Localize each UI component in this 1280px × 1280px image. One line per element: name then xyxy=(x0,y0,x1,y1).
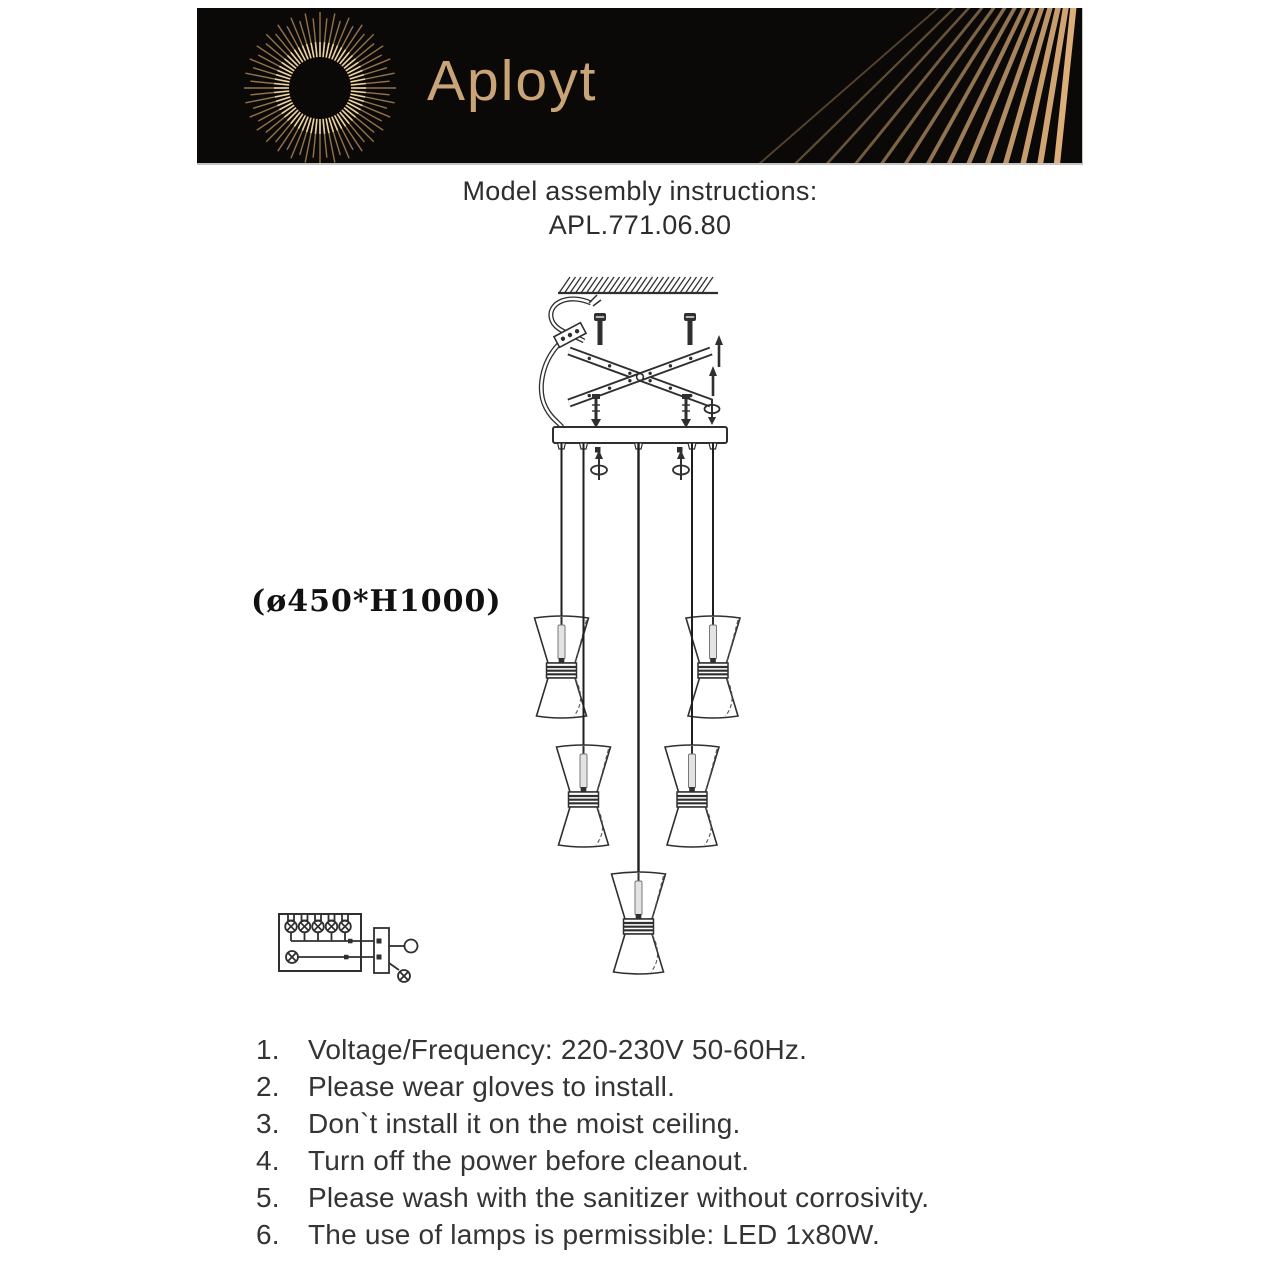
circle-x-lamp-icon xyxy=(326,914,338,941)
mains-loop-icon xyxy=(405,940,418,953)
starburst-icon xyxy=(244,12,396,163)
circle-x-lamp-icon xyxy=(339,914,351,941)
instruction-item xyxy=(256,1105,1066,1142)
cord-grips xyxy=(558,443,718,449)
instruction-text: Please wash with the sanitizer without corrosivity. xyxy=(308,1182,930,1213)
circle-x-lamp-icon xyxy=(312,914,324,941)
instruction-number: 6. xyxy=(256,1219,280,1250)
instruction-text: Turn off the power before cleanout. xyxy=(308,1145,750,1176)
circle-x-lamp-icon xyxy=(398,970,410,982)
anchor-screw-icon xyxy=(591,394,691,428)
instruction-item xyxy=(256,1068,1066,1105)
instruction-number: 1. xyxy=(256,1034,280,1065)
instruction-number: 2. xyxy=(256,1071,280,1102)
canopy-plate xyxy=(553,427,727,449)
instruction-number: 3. xyxy=(256,1108,280,1139)
instruction-item xyxy=(256,1031,1066,1068)
instruction-number: 4. xyxy=(256,1145,280,1176)
model-number: APL.771.06.80 xyxy=(548,210,732,240)
circle-x-lamp-icon xyxy=(286,951,298,963)
ceiling-hatch xyxy=(558,277,718,293)
instruction-number: 5. xyxy=(256,1182,280,1213)
instruction-item xyxy=(256,1142,1066,1179)
lampshade xyxy=(535,616,589,718)
screw-rotation-icon xyxy=(591,447,689,480)
screw-icon xyxy=(709,335,723,396)
lampshade xyxy=(612,872,666,974)
lampshade xyxy=(557,745,611,847)
corner-rays-icon xyxy=(197,8,1078,163)
brand-name: Aployt xyxy=(427,49,598,113)
circle-x-lamp-icon xyxy=(285,914,297,941)
page-title: Model assembly instructions: xyxy=(462,176,818,206)
instruction-text: Don`t install it on the moist ceiling. xyxy=(308,1108,741,1139)
lampshade xyxy=(665,745,719,847)
banner-art xyxy=(197,8,1082,163)
assembly-diagram xyxy=(240,250,780,1010)
instruction-text: The use of lamps is permissible: LED 1x80W. xyxy=(308,1219,880,1250)
instruction-text: Voltage/Frequency: 220-230V 50-60Hz. xyxy=(308,1034,808,1065)
bolt-icon xyxy=(594,313,696,345)
instruction-text: Please wear gloves to install. xyxy=(308,1071,676,1102)
dimension-label: (ø450*H1000) xyxy=(251,584,502,619)
instructions-list xyxy=(256,1031,1066,1253)
terminal-block xyxy=(374,928,389,973)
cross-mounting-bracket xyxy=(569,313,711,403)
circle-x-lamp-icon xyxy=(299,914,311,941)
lampshade xyxy=(686,616,740,718)
instruction-item xyxy=(256,1216,1066,1253)
brand-banner xyxy=(197,8,1083,165)
wiring-diagram xyxy=(279,914,418,982)
instruction-item xyxy=(256,1179,1066,1216)
title-block xyxy=(0,174,1280,242)
